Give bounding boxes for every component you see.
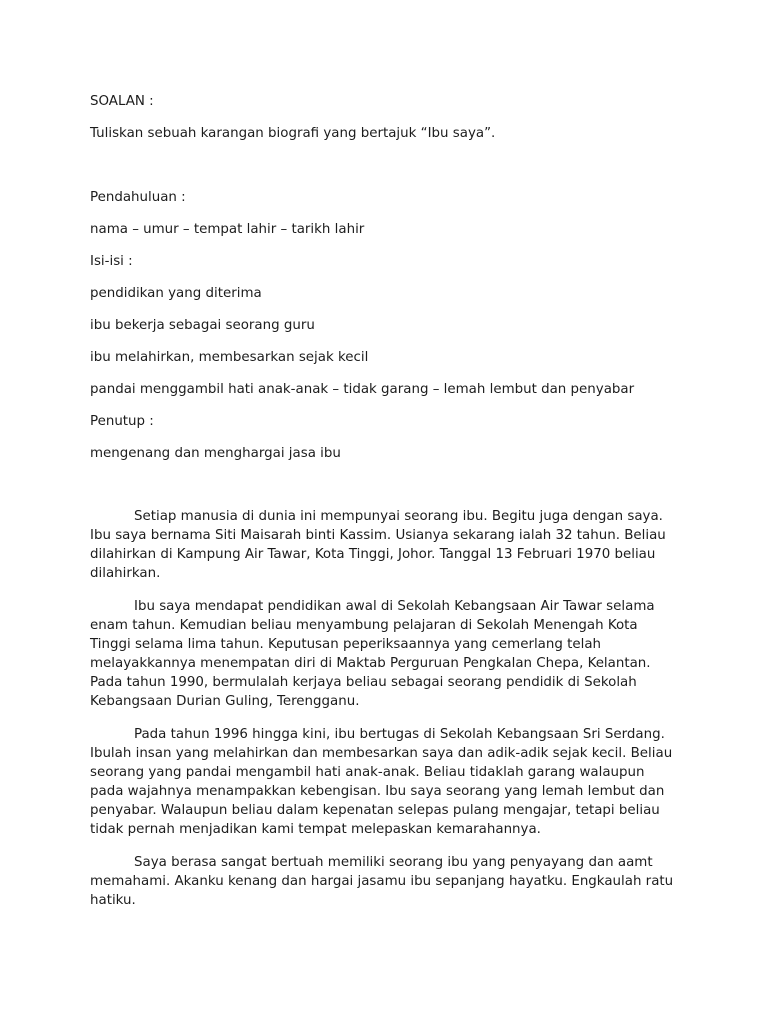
closing-heading: Penutup : [90, 414, 154, 429]
body-point: ibu melahirkan, membesarkan sejak kecil [90, 350, 369, 365]
body-point: pendidikan yang diterima [90, 286, 262, 301]
essay-paragraph: Setiap manusia di dunia ini mempunyai seorang ibu. Begitu juga dengan saya. Ibu saya bernama Siti Maisarah binti Kassim. Usianya sekarang ialah 32 tahun. Beliau dilahirkan di Kampung Air Tawar, Kota Tinggi, Johor. Tanggal 13 Februari 1970 beliau dilahirkan. [90, 509, 666, 581]
essay-paragraph: Ibu saya mendapat pendidikan awal di Sekolah Kebangsaan Air Tawar selama enam tahun. Kemudian beliau menyambung pelajaran di Sekolah Menengah Kota Tinggi selama lima tahun. Keputusan peperiksaannya yang cemerlang telah melayakkannya menempatan diri di Maktab Perguruan Pengkalan Chepa, Kelantan. Pada tahun 1990, bermulalah kerjaya beliau sebagai seorang pendidik di Sekolah Kebangsaan Durian Guling, Terengganu. [90, 599, 655, 709]
closing-points: mengenang dan menghargai jasa ibu [90, 446, 341, 461]
body-point: ibu bekerja sebagai seorang guru [90, 318, 315, 333]
body-heading: Isi-isi : [90, 254, 133, 269]
intro-heading: Pendahuluan : [90, 190, 186, 205]
body-point: pandai menggambil hati anak-anak – tidak garang – lemah lembut dan penyabar [90, 382, 635, 397]
intro-points: nama – umur – tempat lahir – tarikh lahir [90, 222, 365, 237]
essay-paragraph: Pada tahun 1996 hingga kini, ibu bertugas di Sekolah Kebangsaan Sri Serdang. Ibulah insan yang melahirkan dan membesarkan saya dan adik-adik sejak kecil. Beliau seorang yang pandai mengambil hati anak-anak. Beliau tidaklah garang walaupun pada wajahnya menampakkan kebengisan. Ibu saya seorang yang lemah lembut dan penyabar. Walaupun beliau dalam kepenatan selepas pulang mengajar, tetapi beliau tidak pernah menjadikan kami tempat melepaskan kemarahannya. [90, 727, 673, 837]
question-heading: SOALAN : [90, 94, 154, 109]
essay-paragraph: Saya berasa sangat bertuah memiliki seorang ibu yang penyayang dan aamt memahami. Akanku kenang dan hargai jasamu ibu sepanjang hayatku. Engkaulah ratu hatiku. [90, 855, 674, 908]
essay-body [90, 507, 678, 910]
question-outline [90, 93, 710, 463]
question-instruction: Tuliskan sebuah karangan biografi yang bertajuk “Ibu saya”. [90, 126, 496, 141]
